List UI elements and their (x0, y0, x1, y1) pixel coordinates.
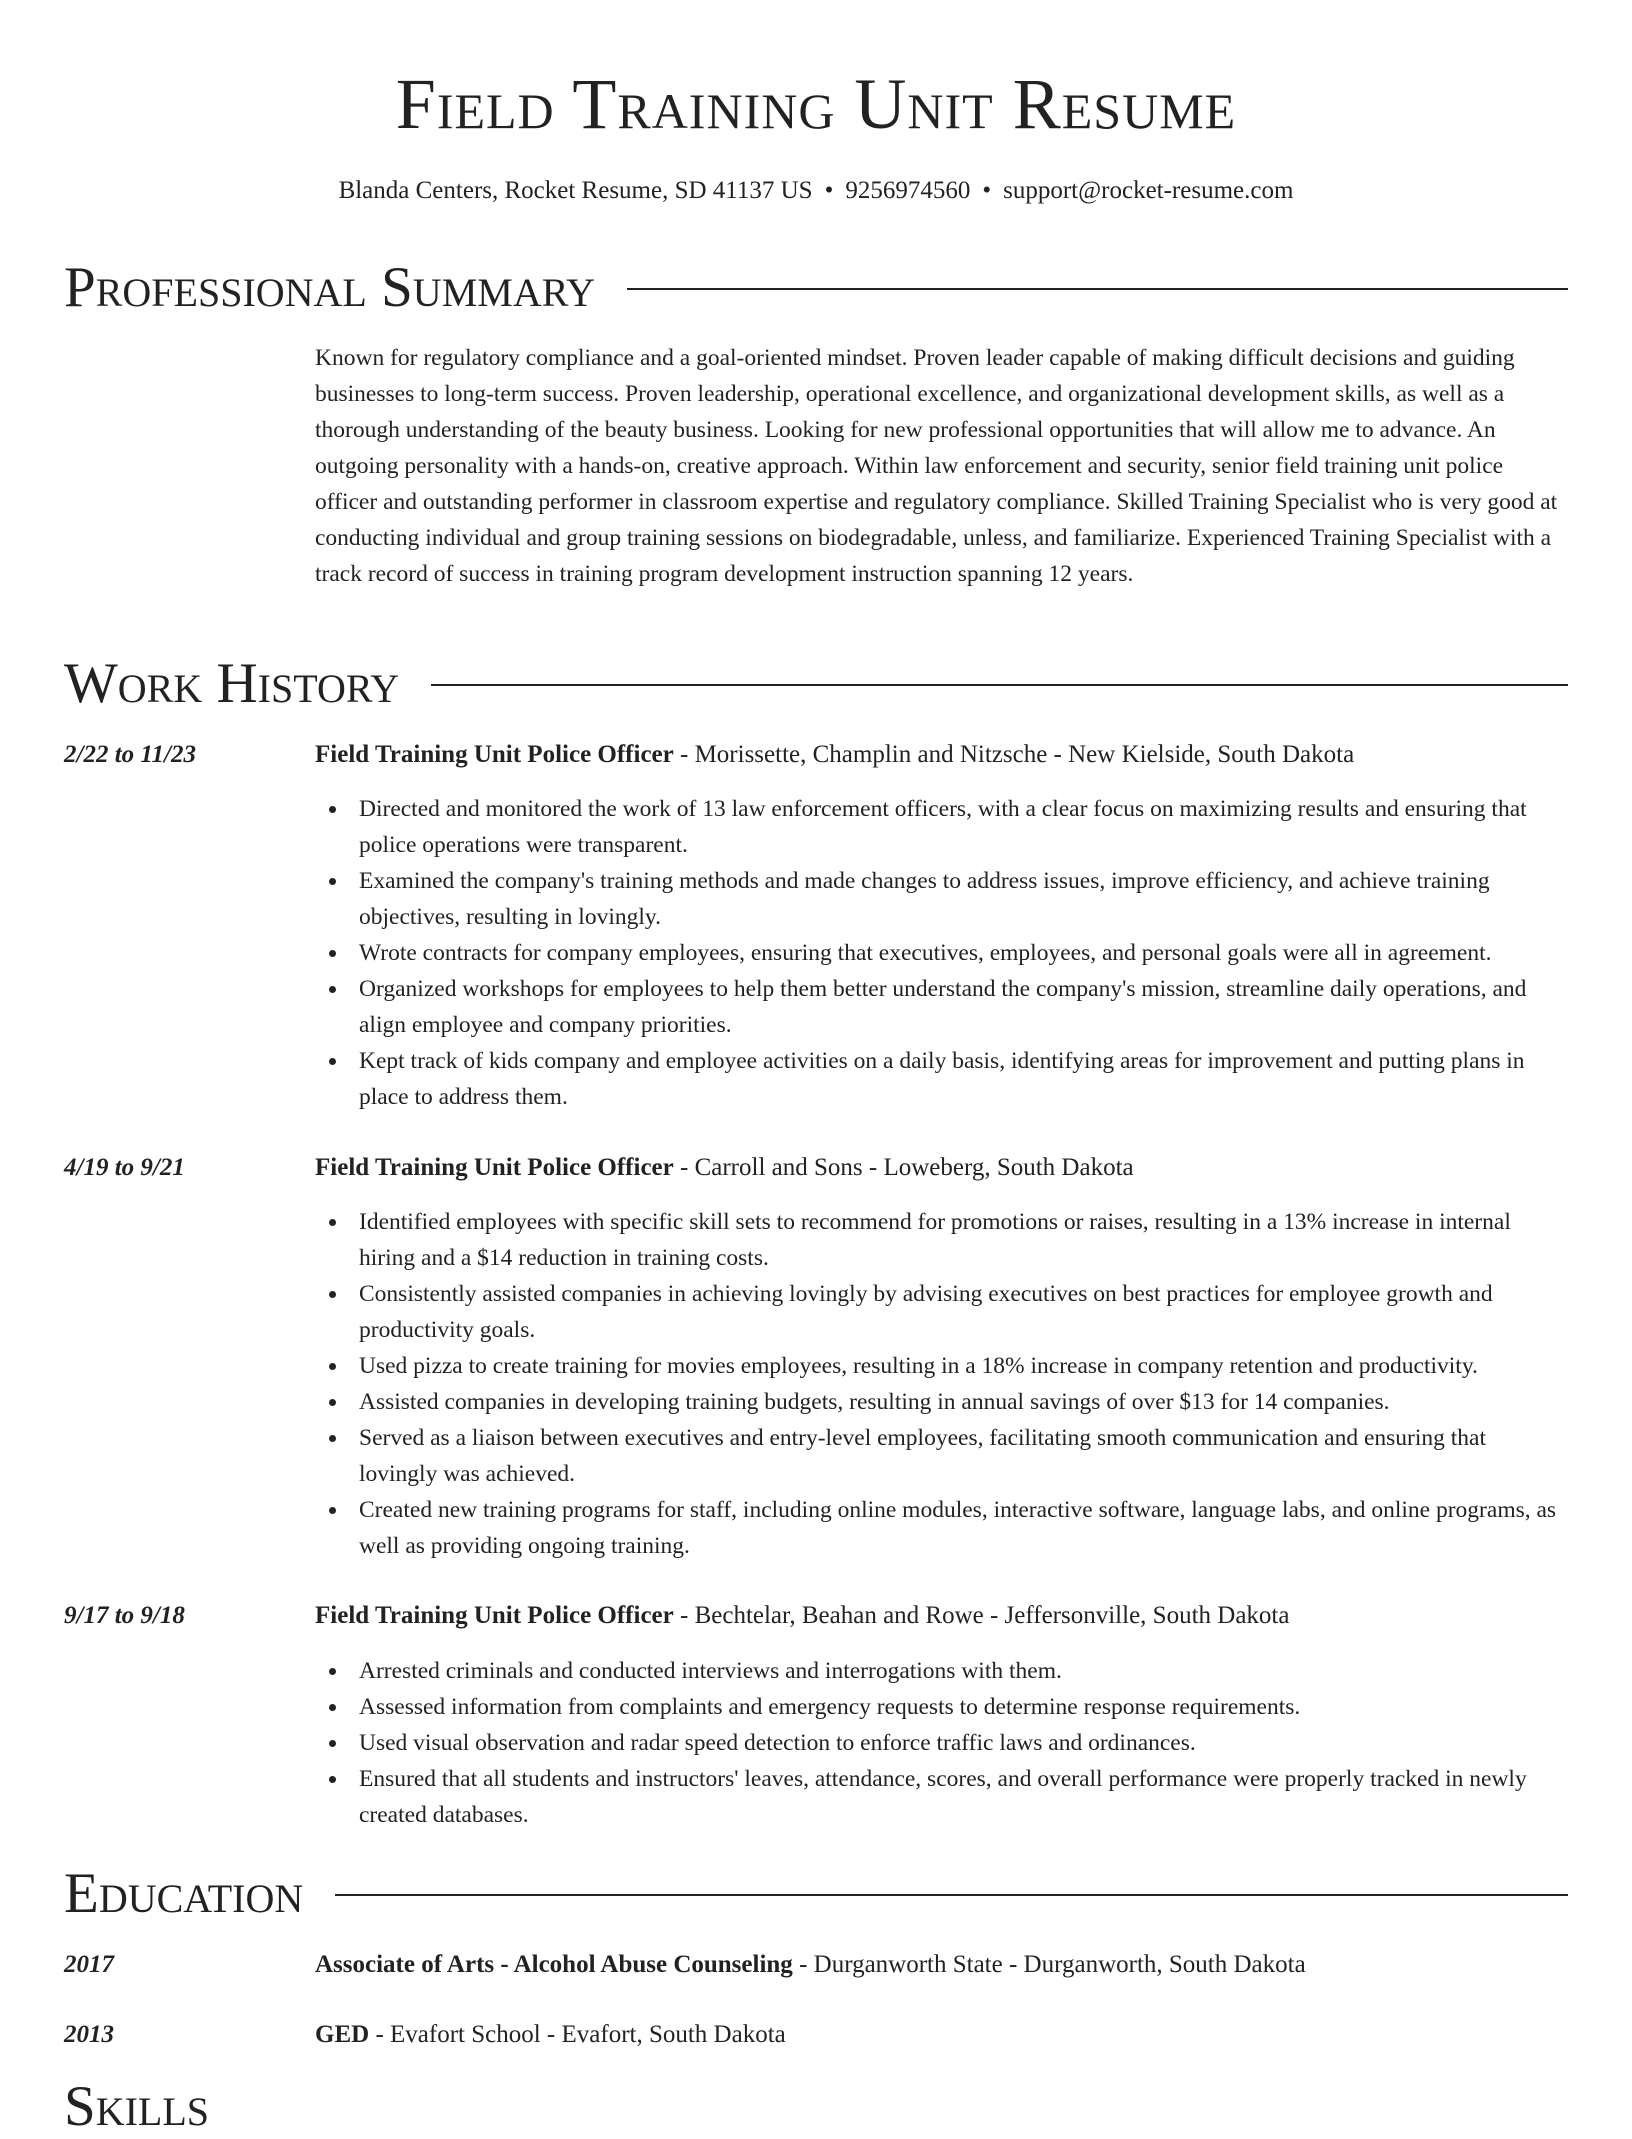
summary-text: Known for regulatory compliance and a goal-oriented mindset. Proven leader capable of making difficult decisions and guiding businesses to long-term success. Proven leadership, operational excellence, and organizational development skills, as well as a thorough understanding of the beauty business. Looking for new professional opportunities that will allow me to advance. An outgoing personality with a hands-on, creative approach. Within law enforcement and security, senior field training unit police officer and outstanding performer in classroom expertise and regulatory compliance. Skilled Training Specialist who is very good at conducting individual and group training sessions on biodegradable, unless, and familiarize. Experienced Training Specialist with a track record of success in training program development instruction spanning 12 years. (315, 345, 1558, 587)
job-title: Field Training Unit Police Officer (315, 741, 674, 768)
job-bullet: Assessed information from complaints and emergency requests to determine response requirements. (315, 1689, 1568, 1725)
section-title-summary: Professional Summary (64, 256, 596, 319)
job-date: 9/17 to 9/18 (64, 1602, 185, 1629)
job-entry (64, 1598, 1568, 1634)
contact-separator: • (824, 177, 834, 204)
job-bullet: Directed and monitored the work of 13 law enforcement officers, with a clear focus on maximizing results and ensuring that police operations were transparent. (315, 791, 1568, 863)
job-entry (64, 737, 1568, 773)
contact-phone: 9256974560 (845, 177, 971, 204)
education-degree: GED (315, 2021, 370, 2048)
job-bullet: Served as a liaison between executives and entry-level employees, facilitating smooth communication and ensuring that lovingly was achieved. (315, 1420, 1568, 1492)
job-bullet: Identified employees with specific skill sets to recommend for promotions or raises, resulting in a 13% increase in internal hiring and a $14 reduction in training costs. (315, 1204, 1568, 1276)
education-heading (315, 2017, 786, 2053)
job-bullet: Kept track of kids company and employee activities on a daily basis, identifying areas for improvement and putting plans in place to address them. (315, 1043, 1568, 1115)
job-details: - Carroll and Sons - Loweberg, South Dakota (673, 1154, 1134, 1181)
job-bullet: Assisted companies in developing training budgets, resulting in annual savings of over $13 for 14 companies. (315, 1384, 1568, 1420)
job-bullets (315, 1653, 1568, 1833)
job-date: 2/22 to 11/23 (64, 741, 196, 768)
section-header-education (64, 1862, 1568, 1926)
section-title-work-history: Work History (64, 652, 400, 715)
job-details: - Morissette, Champlin and Nitzsche - New Kielside, South Dakota (673, 741, 1355, 768)
contact-separator: • (982, 177, 992, 204)
section-header-summary (64, 256, 1568, 320)
education-details: - Durganworth State - Durganworth, South Dakota (792, 1951, 1306, 1978)
job-title: Field Training Unit Police Officer (315, 1602, 674, 1629)
job-bullet: Wrote contracts for company employees, ensuring that executives, employees, and personal goals were all in agreement. (315, 935, 1568, 971)
job-bullet: Created new training programs for staff, including online modules, interactive software, language labs, and online programs, as well as providing ongoing training. (315, 1492, 1568, 1564)
education-date: 2017 (64, 1951, 114, 1978)
job-date: 4/19 to 9/21 (64, 1154, 185, 1181)
section-title-skills: Skills (64, 2075, 210, 2138)
section-rule (627, 288, 1568, 290)
section-header-skills (64, 2075, 1568, 2139)
section-rule (431, 684, 1568, 686)
job-bullet: Ensured that all students and instructors' leaves, attendance, scores, and overall performance were properly tracked in newly created databases. (315, 1761, 1568, 1833)
contact-line (0, 174, 1632, 208)
job-heading (315, 737, 1354, 773)
education-heading (315, 1947, 1306, 1983)
education-degree: Associate of Arts - Alcohol Abuse Counseling (315, 1951, 793, 1978)
job-details: - Bechtelar, Beahan and Rowe - Jeffersonville, South Dakota (673, 1602, 1290, 1629)
job-title: Field Training Unit Police Officer (315, 1154, 674, 1181)
section-title-education: Education (64, 1862, 304, 1925)
education-date: 2013 (64, 2021, 114, 2048)
job-bullet: Consistently assisted companies in achieving lovingly by advising executives on best practices for employee growth and productivity goals. (315, 1276, 1568, 1348)
job-bullets (315, 791, 1568, 1115)
contact-email: support@rocket-resume.com (1003, 177, 1294, 204)
job-bullet: Used pizza to create training for movies employees, resulting in a 18% increase in company retention and productivity. (315, 1348, 1568, 1384)
job-bullet: Examined the company's training methods and made changes to address issues, improve efficiency, and achieve training objectives, resulting in lovingly. (315, 863, 1568, 935)
section-header-work-history (64, 652, 1568, 716)
education-details: - Evafort School - Evafort, South Dakota (369, 2021, 786, 2048)
job-bullet: Used visual observation and radar speed detection to enforce traffic laws and ordinances. (315, 1725, 1568, 1761)
job-bullets (315, 1204, 1568, 1564)
resume-title: Field Training Unit Resume (395, 64, 1237, 144)
job-heading (315, 1598, 1289, 1634)
contact-address: Blanda Centers, Rocket Resume, SD 41137 US (338, 177, 813, 204)
job-heading (315, 1150, 1134, 1186)
job-entry (64, 1150, 1568, 1186)
job-bullet: Organized workshops for employees to help them better understand the company's mission, streamline daily operations, and align employee and company priorities. (315, 971, 1568, 1043)
section-rule (335, 1894, 1568, 1896)
education-entry (64, 2017, 1568, 2053)
job-bullet: Arrested criminals and conducted interviews and interrogations with them. (315, 1653, 1568, 1689)
education-entry (64, 1947, 1568, 1983)
